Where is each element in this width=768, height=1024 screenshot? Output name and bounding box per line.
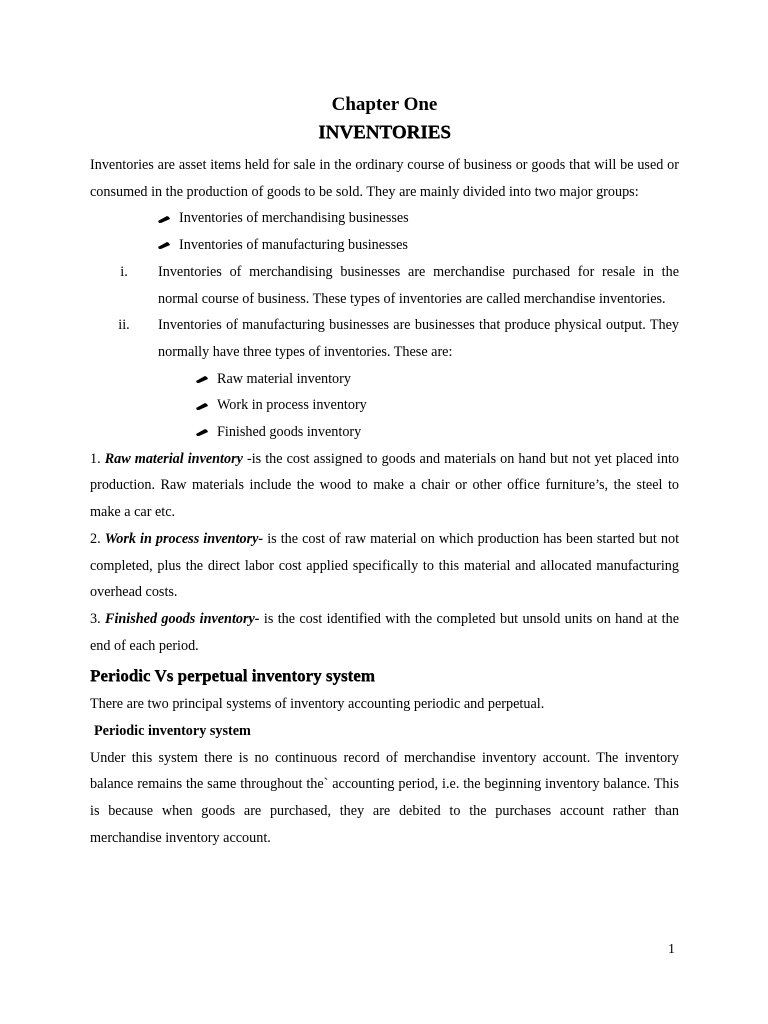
section-intro: There are two principal systems of inventory accounting periodic and perpetual. [90, 696, 545, 713]
definition-text: is the cost identified with the completed but unsold units on hand at the end of each period. [90, 610, 679, 654]
definition-paragraph [90, 526, 679, 606]
list-item-text: Raw material inventory [217, 370, 351, 387]
roman-item-text: Inventories of manufacturing businesses are businesses that produce physical output. They normally have three types of inventories. These are: [158, 317, 679, 360]
definition-number: 1. [90, 450, 101, 467]
definition-term: Raw material inventory [104, 450, 243, 467]
roman-numeral: i. [120, 263, 128, 280]
roman-numeral: ii. [118, 317, 130, 334]
list-item [90, 392, 679, 419]
roman-item-text: Inventories of merchandising businesses are merchandise purchased for resale in the normal course of business. These types of inventories are called merchandise inventories. [158, 263, 679, 307]
sub-paragraph: Under this system there is no continuous record of merchandise inventory account. The inventory balance remains the same throughout the` accounting period, i.e. the beginning inventory balance. This is because when goods are purchased, they are debited to the purchases account rather than merchandise inventory account. [90, 749, 679, 846]
definition-paragraph [90, 446, 679, 526]
definition-term: Finished goods inventory- [105, 610, 260, 627]
intro-paragraph: Inventories are asset items held for sale in the ordinary course of business or goods that will be used or consumed in the production of goods to be sold. They are mainly divided into two major groups: [90, 157, 679, 200]
document-page [90, 92, 679, 852]
pencil-bullet-icon [196, 375, 208, 383]
list-item-text: Finished goods inventory [217, 424, 362, 441]
roman-list-item [90, 312, 679, 365]
chapter-heading: Chapter One [331, 94, 438, 115]
definition-number: 3. [90, 610, 101, 627]
pencil-bullet-icon [196, 428, 208, 436]
section-heading: Periodic Vs perpetual inventory system [90, 666, 375, 686]
list-item-text: Inventories of merchandising businesses [179, 210, 409, 227]
list-item [90, 366, 679, 393]
list-item [90, 232, 679, 259]
definition-term: Work in process inventory- [104, 530, 264, 547]
list-item-text: Inventories of manufacturing businesses [179, 237, 408, 254]
definition-number: 2. [90, 530, 101, 547]
list-item [90, 419, 679, 446]
pencil-bullet-icon [196, 402, 208, 410]
roman-list-item [90, 259, 679, 312]
definition-paragraph [90, 606, 679, 659]
list-item-text: Work in process inventory [217, 397, 367, 414]
definition-text: is the cost of raw material on which production has been started but not completed, plus the direct labor cost applied specifically to this material and allocated manufacturing overhead costs. [90, 530, 680, 601]
page-number: 1 [668, 942, 675, 957]
list-item [90, 205, 679, 232]
definition-text: -is the cost assigned to goods and materials on hand but not yet placed into production. Raw materials include the wood to make a chair or other office furniture’s, the steel to make a car etc. [90, 450, 680, 521]
pencil-bullet-icon [158, 241, 170, 249]
chapter-title: INVENTORIES [318, 122, 451, 143]
sub-heading: Periodic inventory system [94, 723, 251, 740]
pencil-bullet-icon [158, 215, 170, 223]
